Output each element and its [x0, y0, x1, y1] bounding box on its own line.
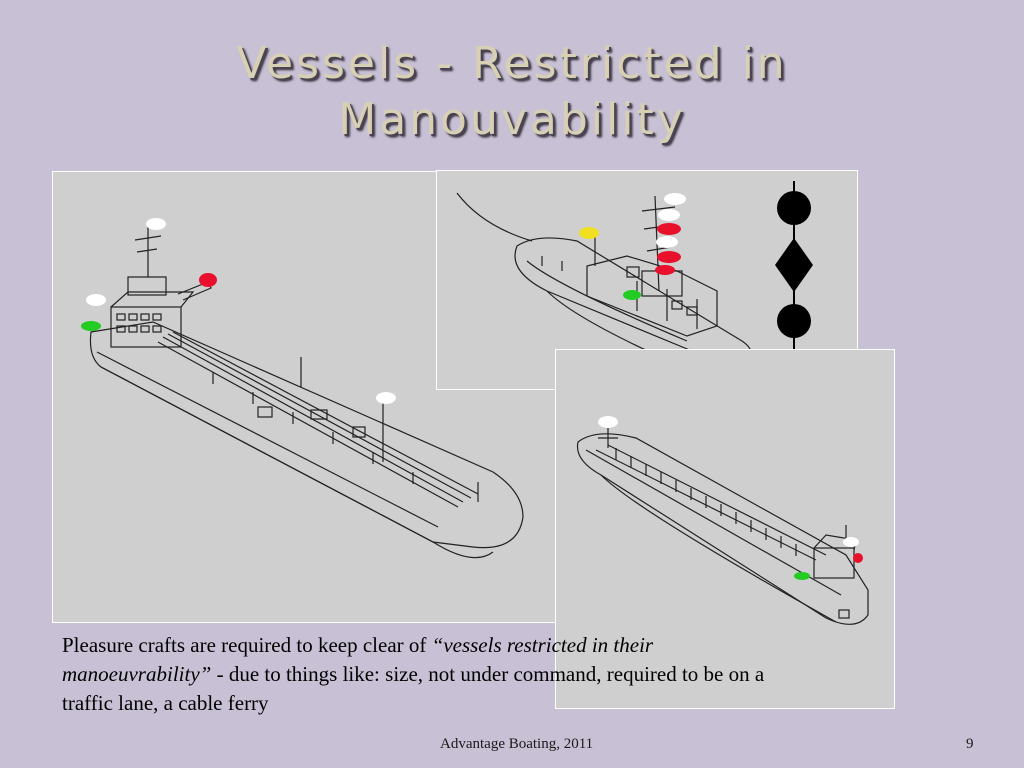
black-diamond-icon: [775, 238, 813, 292]
day-shapes-icon: [775, 181, 813, 361]
red-light-icon: [657, 223, 681, 235]
green-light-icon: [623, 290, 641, 300]
white-light-icon: [86, 294, 106, 306]
caption-text: [62, 631, 802, 718]
red-light-icon: [853, 553, 863, 563]
black-ball-icon: [777, 191, 811, 225]
yellow-light-icon: [579, 227, 599, 239]
white-light-icon: [664, 193, 686, 205]
page-number: 9: [966, 736, 974, 752]
white-light-icon: [598, 416, 618, 428]
black-ball-icon: [777, 304, 811, 338]
caption-italic-text: “vessels restricted in their manoeuvrability”: [62, 633, 654, 686]
red-light-icon: [655, 265, 675, 275]
red-light-icon: [657, 251, 681, 263]
white-light-icon: [658, 209, 680, 221]
green-light-icon: [794, 572, 810, 580]
footer-credit: Advantage Boating, 2011: [440, 736, 594, 752]
white-light-icon: [843, 537, 859, 547]
slide-title-line1: Vessels - Restricted in: [236, 38, 788, 89]
white-light-icon: [146, 218, 166, 230]
red-light-icon: [199, 273, 217, 287]
caption-text-before: Pleasure crafts are required to keep clear of: [62, 633, 432, 657]
slide-title-line2: Manouvability: [338, 94, 686, 145]
caption-text-after: - due to things like: size, not under command, required to be on a traffic lane, a cable ferry: [62, 662, 765, 715]
green-light-icon: [81, 321, 101, 331]
white-light-icon: [376, 392, 396, 404]
slide-title: [0, 36, 1024, 148]
white-light-icon: [656, 236, 678, 248]
